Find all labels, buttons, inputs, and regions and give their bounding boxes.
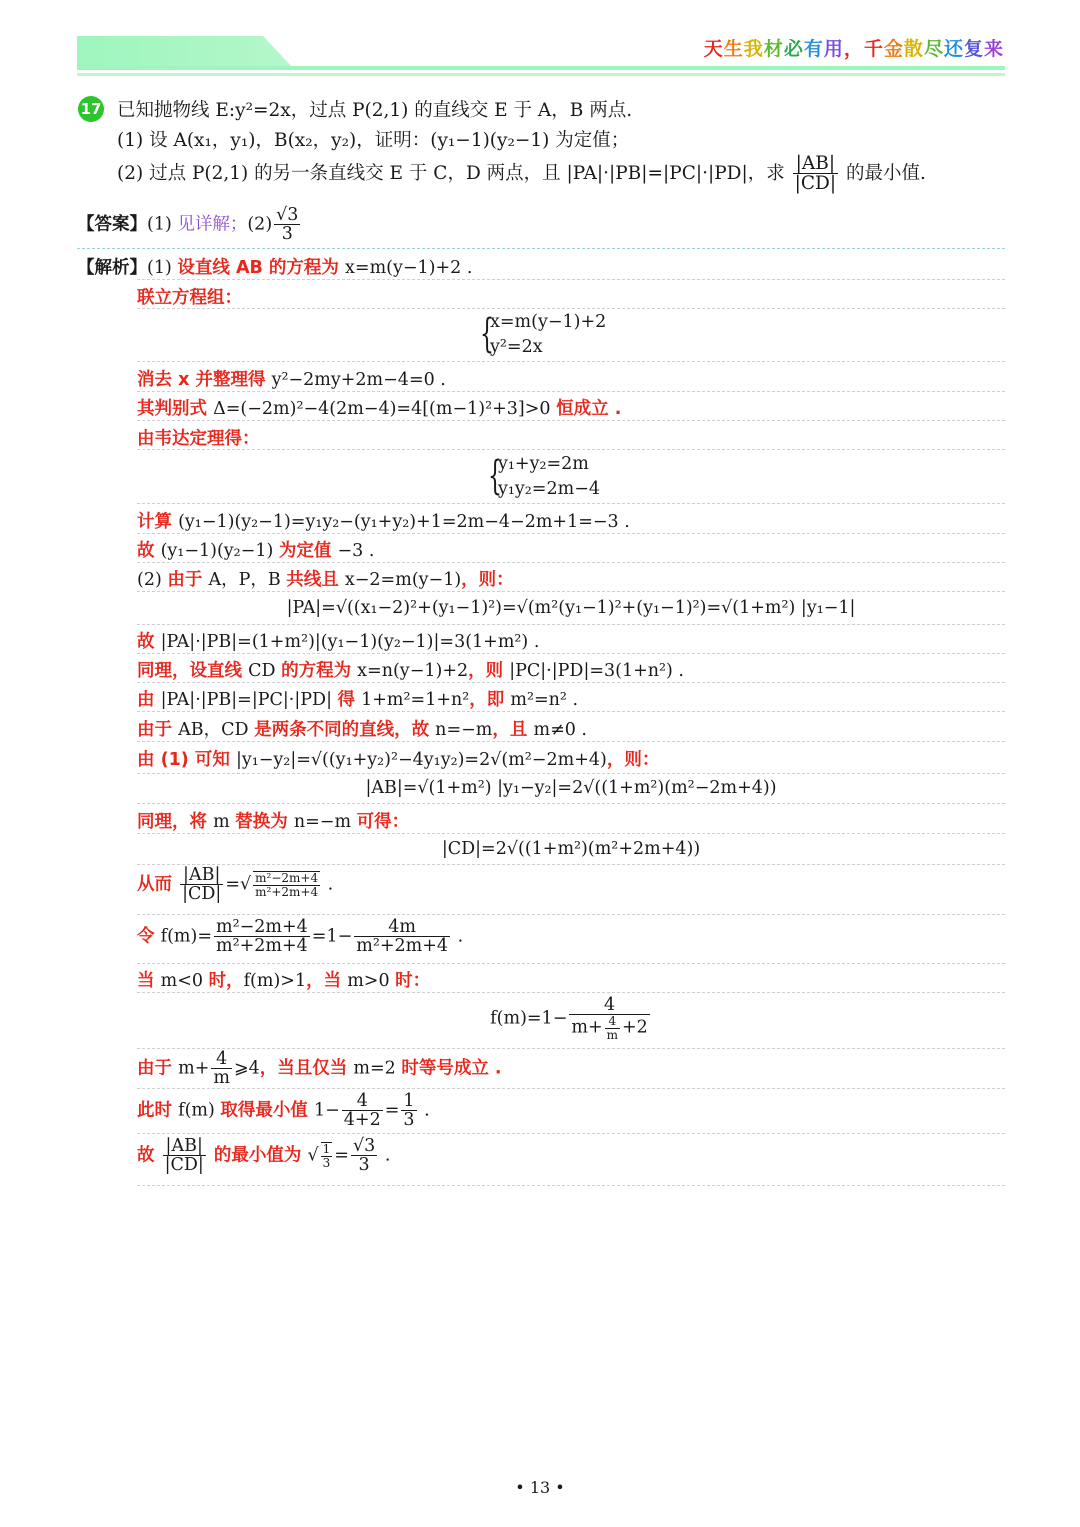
solution-line-14: 同理，将 m 替换为 n=−m 可得： xyxy=(137,812,410,832)
motto-char: 散 xyxy=(903,38,924,60)
answer-fraction: $\frac{√3}{3}$ xyxy=(276,205,299,245)
equation-cd: |CD|=2√((1+m²)(m²+2m+4)) xyxy=(441,839,701,859)
motto-char: 必 xyxy=(783,38,804,60)
divider xyxy=(137,803,1005,804)
solution-line-16: 令 f(m)= $\frac{\text{m²−2m+4}}{\text{m²+2m+4}}$ =1− $\frac{4m}{\text{m²+2m+4}}$ . xyxy=(137,917,464,957)
divider xyxy=(137,653,1005,654)
solution-line-2: 联立方程组： xyxy=(137,288,242,308)
divider xyxy=(137,963,1005,964)
divider xyxy=(137,914,1005,915)
problem-number-badge: 17 xyxy=(78,96,104,122)
divider xyxy=(137,562,1005,563)
header-rule-secondary xyxy=(77,73,1005,76)
equation-pa: |PA|=√((x₁−2)²+(y₁−1)²)=√(m²(y₁−1)²+(y₁−1)²)=√(1+m²) |y₁−1| xyxy=(286,598,856,618)
divider xyxy=(137,420,1005,421)
divider xyxy=(137,361,1005,362)
divider xyxy=(137,1185,1005,1186)
divider xyxy=(137,449,1005,450)
problem-part-1: (1) 设 A(x₁，y₁)，B(x₂，y₂)，证明：(y₁−1)(y₂−1) 为定值； xyxy=(117,130,630,151)
solution-line-6: 计算 (y₁−1)(y₂−1)=y₁y₂−(y₁+y₂)+1=2m−4−2m+1=−3 . xyxy=(137,512,630,532)
motto-char: 尽 xyxy=(923,38,944,60)
solution-line-8: (2) 由于 A，P，B 共线且 x−2=m(y−1)，则： xyxy=(137,570,514,590)
divider xyxy=(137,1088,1005,1089)
divider xyxy=(137,624,1005,625)
divider xyxy=(137,591,1005,592)
motto-char: 还 xyxy=(943,38,964,60)
divider xyxy=(137,1133,1005,1134)
solution-line-17: 当 m<0 时，f(m)>1，当 m>0 时： xyxy=(137,971,431,991)
solution-line-20: 故 $\frac{|AB|}{|CD|}$ 的最小值为 √ $\frac{1}{3}$ = $\frac{√3}{3}$ . xyxy=(137,1136,391,1176)
header-rule xyxy=(77,66,1005,70)
solution-line-5: 由韦达定理得： xyxy=(137,429,260,449)
divider xyxy=(137,833,1005,834)
motto-char: 金 xyxy=(883,38,904,60)
equation-fm: f(m)=1− 4 m+ $\frac{4}{m}$ +2 xyxy=(490,995,648,1042)
motto-char: 有 xyxy=(803,38,824,60)
solution-line-1: 【解析】(1) 设直线 AB 的方程为 x=m(y−1)+2 . xyxy=(77,258,473,278)
answer-divider xyxy=(77,248,1005,249)
problem-statement: 已知抛物线 E:y²=2x，过点 P(2,1) 的直线交 E 于 A，B 两点. xyxy=(117,100,633,121)
solution-line-12: 由于 AB，CD 是两条不同的直线，故 n=−m，且 m≠0 . xyxy=(137,720,587,740)
divider xyxy=(137,682,1005,683)
solution-line-18: 由于 m+ $\frac{4}{m}$ ⩾4，当且仅当 m=2 时等号成立 . xyxy=(137,1049,502,1089)
divider xyxy=(137,741,1005,742)
solution-line-19: 此时 f(m) 取得最小值 1− $\frac{4}{4+2}$ = $\frac{1}{3}$ . xyxy=(137,1091,430,1131)
solution-tag: 【解析】 xyxy=(77,258,147,278)
solution-line-3: 消去 x 并整理得 y²−2my+2m−4=0 . xyxy=(137,370,446,390)
divider xyxy=(137,391,1005,392)
solution-line-10: 同理，设直线 CD 的方程为 x=n(y−1)+2，则 |PC|·|PD|=3(1+n²) . xyxy=(137,661,684,681)
divider xyxy=(137,279,1005,280)
equation-ab: |AB|=√(1+m²) |y₁−y₂|=2√((1+m²)(m²−2m+4)) xyxy=(365,778,777,798)
divider xyxy=(137,864,1005,865)
solution-line-15: 从而 $\frac{|AB|}{|CD|}$ =√ $\frac{\text{m²−2m+4}}{\text{m²+2m+4}}$ . xyxy=(137,865,334,905)
motto-char: 材 xyxy=(763,38,784,60)
motto-char: 生 xyxy=(723,38,744,60)
page-number: • 13 • xyxy=(515,1478,565,1497)
solution-line-11: 由 |PA|·|PB|=|PC|·|PD| 得 1+m²=1+n²，即 m²=n² . xyxy=(137,690,579,710)
motto-char: 千 xyxy=(863,38,884,60)
motto-char: 天 xyxy=(703,38,724,60)
divider xyxy=(137,1048,1005,1049)
divider xyxy=(137,503,1005,504)
divider xyxy=(137,773,1005,774)
solution-line-13: 由 (1) 可知 |y₁−y₂|=√((y₁+y₂)²−4y₁y₂)=2√(m²−2m+4)，则： xyxy=(137,750,660,770)
motto-char: 复 xyxy=(963,38,984,60)
motto-char: 用 xyxy=(823,38,844,60)
motto-char: 来 xyxy=(983,38,1004,60)
answer-line: 【答案】(1) 见详解；(2) $\frac{√3}{3}$ xyxy=(77,205,299,245)
solution-line-7: 故 (y₁−1)(y₂−1) 为定值 −3 . xyxy=(137,541,375,561)
divider xyxy=(137,711,1005,712)
divider xyxy=(137,992,1005,993)
header-motto xyxy=(704,34,1004,61)
motto-char: 我 xyxy=(743,38,764,60)
problem-part-2: (2) 过点 P(2,1) 的另一条直线交 E 于 C，D 两点，且 |PA|·|PB|=|PC|·|PD|，求 $\frac{|AB|}{|CD|}$ 的最小值. xyxy=(117,153,926,195)
divider xyxy=(137,308,1005,309)
divider xyxy=(137,533,1005,534)
solution-line-9: 故 |PA|·|PB|=(1+m²)|(y₁−1)(y₂−1)|=3(1+m²) . xyxy=(137,632,540,652)
solution-line-4: 其判别式 Δ=(−2m)²−4(2m−4)=4[(m−1)²+3]>0 恒成立 . xyxy=(137,399,622,419)
answer-tag: 【答案】 xyxy=(77,214,147,235)
fraction-ab-cd: $\frac{|AB|}{|CD|}$ xyxy=(794,153,837,195)
motto-char: ， xyxy=(843,38,864,60)
header-band xyxy=(77,36,377,68)
